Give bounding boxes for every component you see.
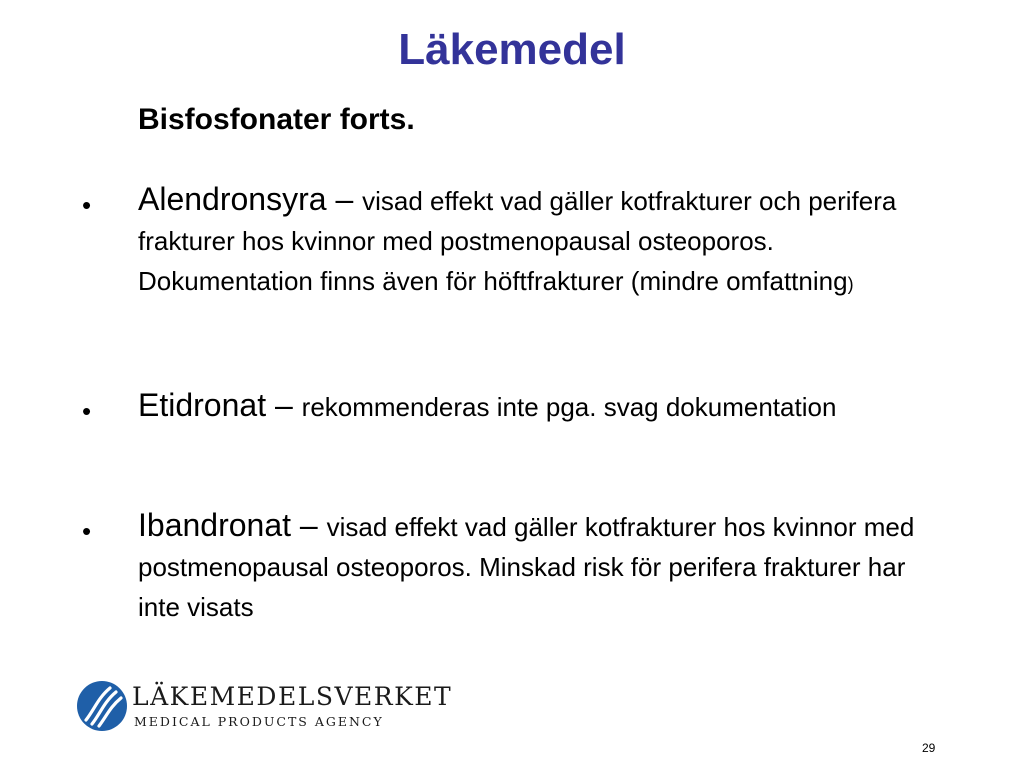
bullet-symbol: • — [82, 190, 92, 220]
logo-subtitle: MEDICAL PRODUCTS AGENCY — [134, 714, 384, 729]
logo-name: LÄKEMEDELSVERKET — [132, 682, 453, 711]
bullet-tail: ) — [847, 274, 854, 294]
bullet-item-etidronat — [82, 385, 942, 469]
page-number: 29 — [922, 741, 936, 755]
bullet-symbol: • — [82, 396, 92, 426]
medical-products-agency-logo-icon — [76, 680, 128, 732]
bullet-description: visad effekt vad gäller kotfrakturer och perifera frakturer hos kvinnor med postmenopausal osteoporos. Dokumentation finns även för höftfrakturer (mindre omfattning — [138, 186, 897, 296]
bullet-term: Alendronsyra – — [138, 181, 363, 217]
slide-subtitle: Bisfosfonater forts. — [138, 103, 415, 136]
bullet-text — [138, 179, 938, 304]
bullet-term: Ibandronat – — [138, 507, 327, 543]
bullet-description: visad effekt vad gäller kotfrakturer hos kvinnor med postmenopausal osteoporos. Minskad risk för perifera frakturer har inte visats — [138, 512, 915, 622]
slide-title: Läkemedel — [398, 25, 626, 74]
bullet-text — [138, 505, 938, 627]
bullet-term: Etidronat – — [138, 387, 302, 423]
bullet-description: rekommenderas inte pga. svag dokumentation — [301, 392, 837, 422]
bullet-item-ibandronat — [82, 505, 942, 631]
bullet-item-alendronsyra — [82, 179, 942, 349]
bullet-text — [138, 385, 938, 427]
bullet-symbol: • — [82, 516, 92, 546]
agency-logo — [76, 680, 453, 736]
